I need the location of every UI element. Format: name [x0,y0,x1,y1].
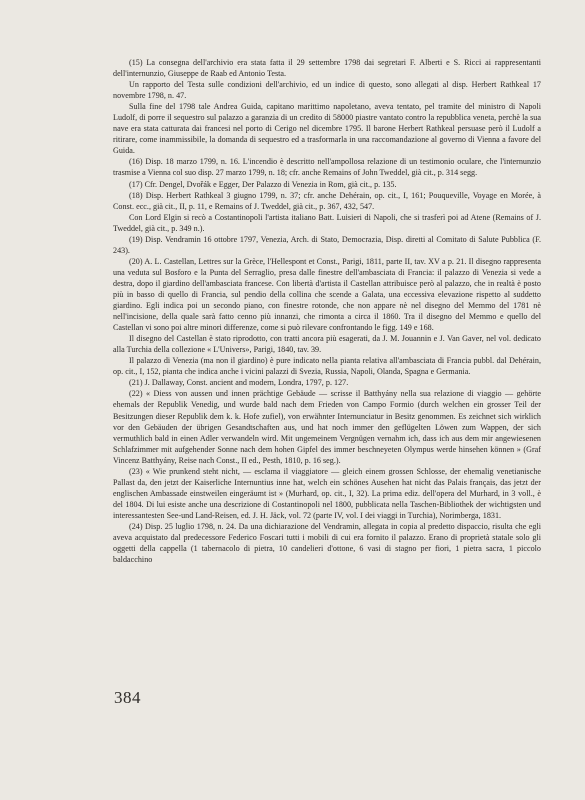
note-15-continuation-report: Un rapporto del Testa sulle condizioni dell'archivio, ed un indice di questo, sono allegati al disp. Herbert Rathkeal 17 novembre 1798, n. 47. [113,80,541,101]
page-number: 384 [114,688,141,707]
note-21: (21) J. Dallaway, Const. ancient and modern, Londra, 1797, p. 127. [129,378,349,388]
note-16: (16) Disp. 18 marzo 1799, n. 16. L'incendio è descritto nell'ampollosa relazione di un testimonio oculare, che l'internunzio trasmise a Vienna col suo disp. 27 marzo 1799, n. 18; cfr. anche Remains of John Tweddel, già cit., p. 314 segg. [113,157,541,178]
note-15-continuation-guida: Sulla fine del 1798 tale Andrea Guida, capitano marittimo napoletano, aveva tentato, pel tramite del ministro di Napoli Ludolf, di porre il sequestro sul palazzo a garanzia di un credito di 58000 piastre vantato contro la repubblica veneta, perchè la sua nave era stata catturata dai francesi nel porto di Cerigo nel dicembre 1795. Il barone Herbert Rathkeal persuase però il Ludolf a ritirare, come inammissibile, la domanda di sequestro ed a trasformarla in una raccomandazione al governo di Vienna a favore del Guida. [113,102,541,156]
note-18: (18) Disp. Herbert Rathkeal 3 giugno 1799, n. 37; cfr. anche Dehérain, op. cit., I, 161; Pouqueville, Voyage en Morée, à Const. ecc., già cit., II, p. 11, e Remains of J. Tweddel, già cit., p. 367, 432, 547. [113,190,541,211]
footnotes-block [113,57,541,565]
note-15: (15) La consegna dell'archivio era stata fatta il 29 settembre 1798 dai segretari F. Alberti e S. Ricci ai rappresentanti dell'internunzio, Giuseppe de Raab ed Antonio Testa. [113,58,541,79]
note-20-continuation-castellan: Il disegno del Castellan è stato riprodotto, con tratti ancora più esagerati, da J. M. Jouannin e J. Van Gaver, nel vol. dedicato alla Turchia della collezione « L'Univers», Parigi, 1840, tav. 39. [113,334,541,355]
note-20: (20) A. L. Castellan, Lettres sur la Grèce, l'Hellespont et Const., Parigi, 1811, parte II, tav. XV a p. 21. Il disegno rappresenta una veduta sul Bosforo e la Punta del Serraglio, presa dalle finestre dell'ambasciata di Francia: il palazzo di Venezia si vede a destra, dopo il giardino dell'ambasciata francese. Con libertà d'artista il Castellan attribuisce però al palazzo, che in realtà è posto più in basso di quello di Francia, sul pendio della collina che scende a Galata, una eccessiva elevazione rispetto al suddetto giardino. Egli indica poi un secondo piano, con finestre rotonde, che non appare nè nel disegno del Memmo del 1781 nè nell'incisione, della quale sarà fatto cenno più innanzi, che rimonta a circa il 1860. Tra il disegno del Memmo e quello del Castellan vi sono poi altre minori differenze, come si può rilevare confrontando le figg. 149 e 168. [113,256,541,333]
note-24: (24) Disp. 25 luglio 1798, n. 24. Da una dichiarazione del Vendramin, allegata in copia al predetto dispaccio, risulta che egli aveva acquistato dal predecessore Federico Foscari tutti i mobili di cui era fornito il palazzo. Erano di proprietà statale solo gli oggetti della cappella (1 tabernacolo di pietra, 10 candelieri d'ottone, 6 vasi di stagno per fiori, 1 pietra sacra, 1 piccolo baldacchino [113,521,541,565]
note-18-continuation-elgin: Con Lord Elgin si recò a Costantinopoli l'artista italiano Batt. Luisieri di Napoli, che si trasferì poi ad Atene (Remains of J. Tweddel, già cit., p. 349 n.). [113,212,541,233]
note-20-continuation-palazzo: Il palazzo di Venezia (ma non il giardino) è pure indicato nella pianta relativa all'ambasciata di Francia pubbl. dal Dehérain, op. cit., I, 152, pianta che indica anche i vicini palazzi di Svezia, Russia, Napoli, Olanda, Spagna e Germania. [113,356,541,377]
note-19: (19) Disp. Vendramin 16 ottobre 1797, Venezia, Arch. di Stato, Democrazia, Disp. diretti al Comitato di Salute Pubblica (F. 243). [113,234,541,255]
note-17: (17) Cfr. Dengel, Dvořák e Egger, Der Palazzo di Venezia in Rom, già cit., p. 135. [129,179,397,189]
note-22: (22) « Diess von aussen und innen prächtige Gebäude — scrisse il Batthyány nella sua relazione di viaggio — gehörte ehemals der Republik Venedig, und wurde bald nach dem Frieden von Campo Formio (durch welchen ein grosser Teil der Besitzungen dieser Republik dem k. k. Hofe zufiel), von erwähnter Internunciatur in Besitz genommen. Es zeichnet sich wirklich vor den Gebäuden der übrigen Gesandtschaften aus, und hat noch immer den geflügelten Löwen zum Wappen, der sich vermuthlich bald in einen Adler verwandeln wird. Mit ungemeinem Vergnügen vernahm ich, dass ich aus dem mir angewiesenen Schlafzimmer mit aufgehender Sonne nach dem hohen Gipfel des immer beschneyeten Olympus werde hinsehen können » (Graf Vincenz Batthyány, Reise nach Const., II ed., Pesth, 1810, p. 16 seg.). [113,389,541,465]
note-23: (23) « Wie prunkend steht nicht, — esclama il viaggiatore — gleich einem grossen Schlosse, der ehemalig venetianische Pallast da, den jetzt der Kaiserliche Internuntius inne hat, welch ein schönes Ausehen hat nicht das Palais français, das jetzt der englischen Ambassade einstweilen eingeräumt ist » (Murhard, op. cit., I, 32). La prima ediz. dell'opera del Murhard, in 3 voll., è del 1804. Di lui esiste anche una descrizione di Costantinopoli nel 1800, pubblicata nella Taschen-Bibliothek der wichtigsten und interessantesten See-und Land-Reisen, ed. J. H. Jäck, vol. 72 (parte IV, vol. I dei viaggi in Turchia), Norimberga, 1831. [113,466,541,520]
